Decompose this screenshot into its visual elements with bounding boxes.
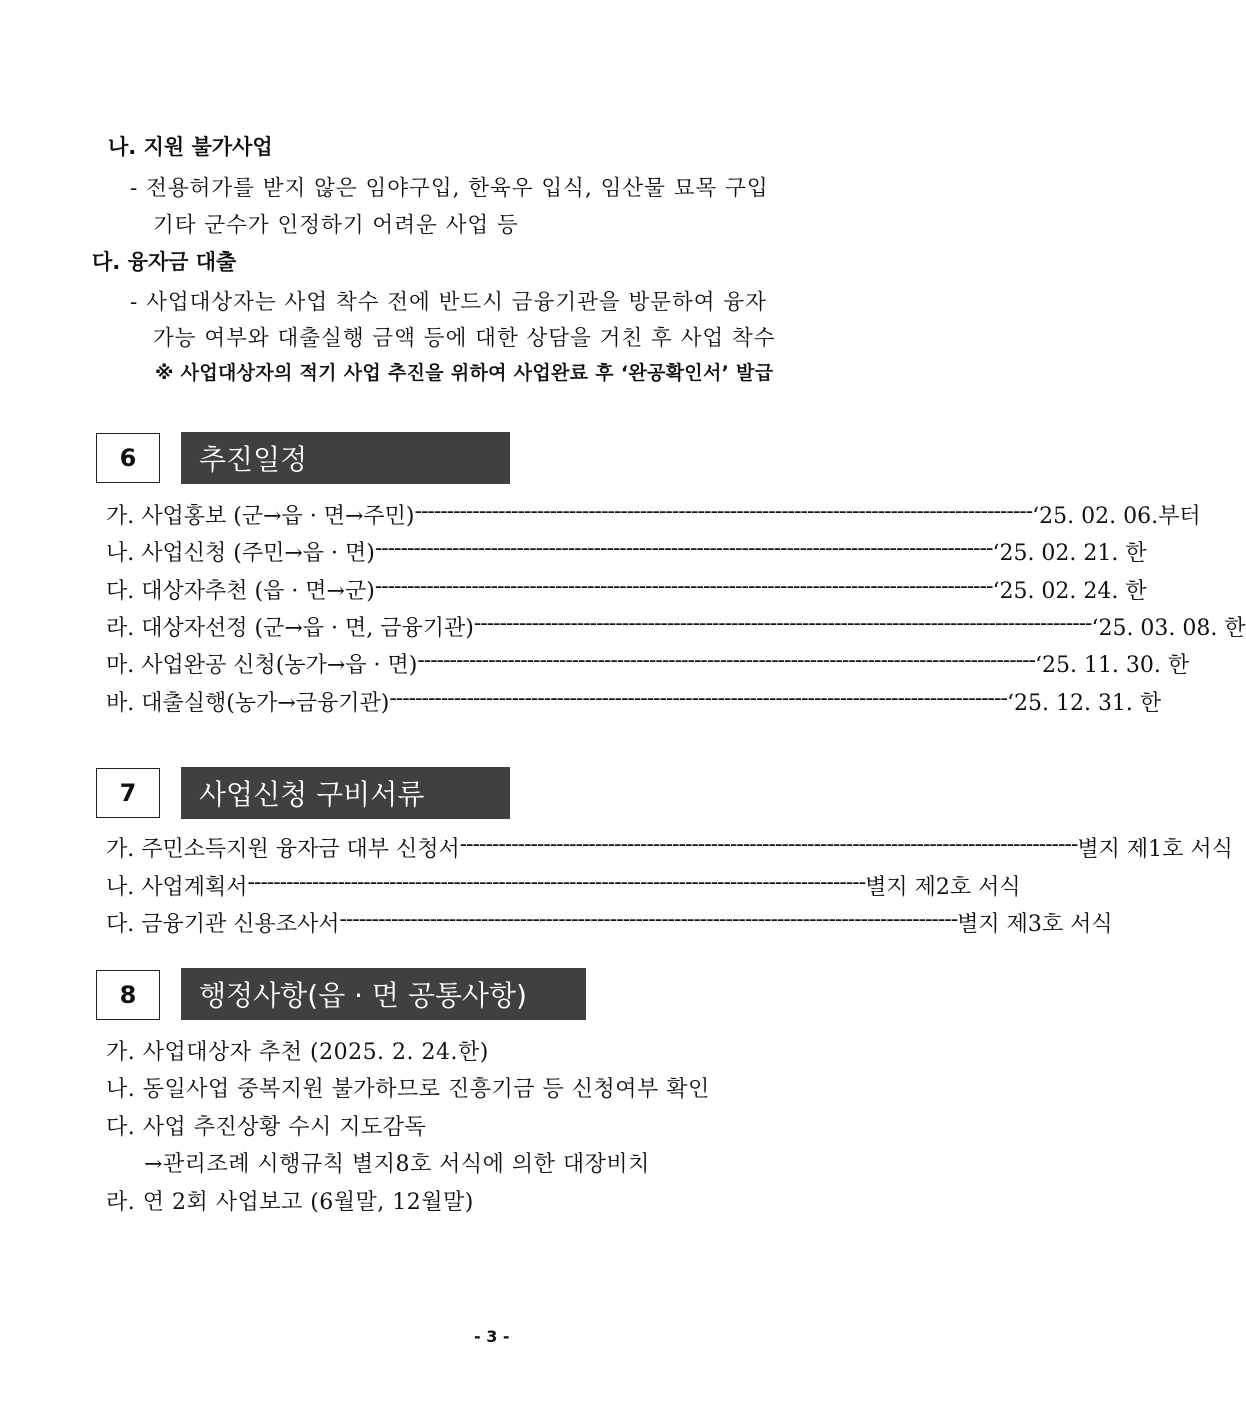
section6-title-bar: 추진일정 <box>181 432 510 484</box>
section-na-heading: 나. 지원 불가사업 <box>108 135 273 159</box>
leader-dashes: ------------------------------------------------------------------------------------------------ <box>339 907 958 932</box>
section-da-heading: 다. 융자금 대출 <box>92 250 237 274</box>
document-label: 나. 사업계획서 <box>106 875 248 900</box>
schedule-date: ‘25. 02. 24. 한 <box>992 579 1147 604</box>
leader-dashes: ------------------------------------------------------------------------------------------------ <box>374 536 993 561</box>
admin-item: 라. 연 2회 사업보고 (6월말, 12월말) <box>106 1190 474 1215</box>
schedule-label: 가. 사업홍보 (군→읍 · 면→주민) <box>106 504 415 529</box>
document-row <box>106 907 1113 938</box>
leader-dashes: ------------------------------------------------------------------------------------------------ <box>417 648 1035 673</box>
schedule-row <box>106 536 1147 567</box>
section8-title-bar: 행정사항(읍 · 면 공통사항) <box>181 968 586 1020</box>
section6-number-box: 6 <box>96 433 160 483</box>
leader-dashes: ------------------------------------------------------------------------------------------------ <box>374 574 993 599</box>
schedule-date: ‘25. 11. 30. 한 <box>1034 653 1190 678</box>
leader-dashes: ------------------------------------------------------------------------------------------------ <box>473 611 1092 636</box>
document-row <box>106 870 1021 901</box>
schedule-row <box>106 574 1147 605</box>
schedule-date: ‘25. 03. 08. 한 <box>1091 616 1246 641</box>
admin-item: 가. 사업대상자 추천 (2025. 2. 24.한) <box>106 1040 489 1065</box>
section-na-line2: 기타 군수가 인정하기 어려운 사업 등 <box>153 213 519 238</box>
admin-sub-item: →관리조례 시행규칙 별지8호 서식에 의한 대장비치 <box>144 1152 650 1177</box>
document-form: 별지 제2호 서식 <box>865 875 1021 900</box>
schedule-label: 마. 사업완공 신청(농가→읍 · 면) <box>106 653 418 678</box>
schedule-label: 다. 대상자추천 (읍 · 면→군) <box>106 579 375 604</box>
leader-dashes: ------------------------------------------------------------------------------------------------ <box>389 686 1007 711</box>
section-da-note: ※ 사업대상자의 적기 사업 추진을 위하여 사업완료 후 ‘완공확인서’ 발급 <box>155 362 774 384</box>
admin-item: 다. 사업 추진상황 수시 지도감독 <box>106 1115 427 1140</box>
section7-title-bar: 사업신청 구비서류 <box>181 767 510 819</box>
schedule-label: 나. 사업신청 (주민→읍 · 면) <box>106 541 375 566</box>
schedule-date: ‘25. 12. 31. 한 <box>1006 691 1162 716</box>
section8-number-box: 8 <box>96 970 160 1020</box>
leader-dashes: ------------------------------------------------------------------------------------------------ <box>414 499 1033 524</box>
admin-item: 나. 동일사업 중복지원 불가하므로 진흥기금 등 신청여부 확인 <box>106 1077 710 1102</box>
schedule-label: 라. 대상자선정 (군→읍 · 면, 금융기관) <box>106 616 474 641</box>
section-da-line1: - 사업대상자는 사업 착수 전에 반드시 금융기관을 방문하여 융자 <box>130 290 767 315</box>
schedule-label: 바. 대출실행(농가→금융기관) <box>106 691 390 716</box>
document-form: 별지 제3호 서식 <box>957 912 1113 937</box>
leader-dashes: ------------------------------------------------------------------------------------------------ <box>247 870 866 895</box>
schedule-row <box>106 686 1162 717</box>
schedule-row <box>106 611 1246 642</box>
document-label: 다. 금융기관 신용조사서 <box>106 912 340 937</box>
schedule-row <box>106 499 1201 530</box>
leader-dashes: ------------------------------------------------------------------------------------------------ <box>459 832 1078 857</box>
document-form: 별지 제1호 서식 <box>1077 837 1233 862</box>
schedule-date: ‘25. 02. 21. 한 <box>992 541 1147 566</box>
schedule-date: ‘25. 02. 06.부터 <box>1032 504 1201 529</box>
section-na-line1: - 전용허가를 받지 않은 임야구입, 한육우 입식, 임산물 묘목 구입 <box>130 176 769 201</box>
schedule-row <box>106 648 1190 679</box>
document-row <box>106 832 1233 863</box>
section7-number-box: 7 <box>96 768 160 818</box>
document-label: 가. 주민소득지원 융자금 대부 신청서 <box>106 837 460 862</box>
section-da-line2: 가능 여부와 대출실행 금액 등에 대한 상담을 거친 후 사업 착수 <box>153 326 776 351</box>
page-number: - 3 - <box>474 1327 510 1346</box>
